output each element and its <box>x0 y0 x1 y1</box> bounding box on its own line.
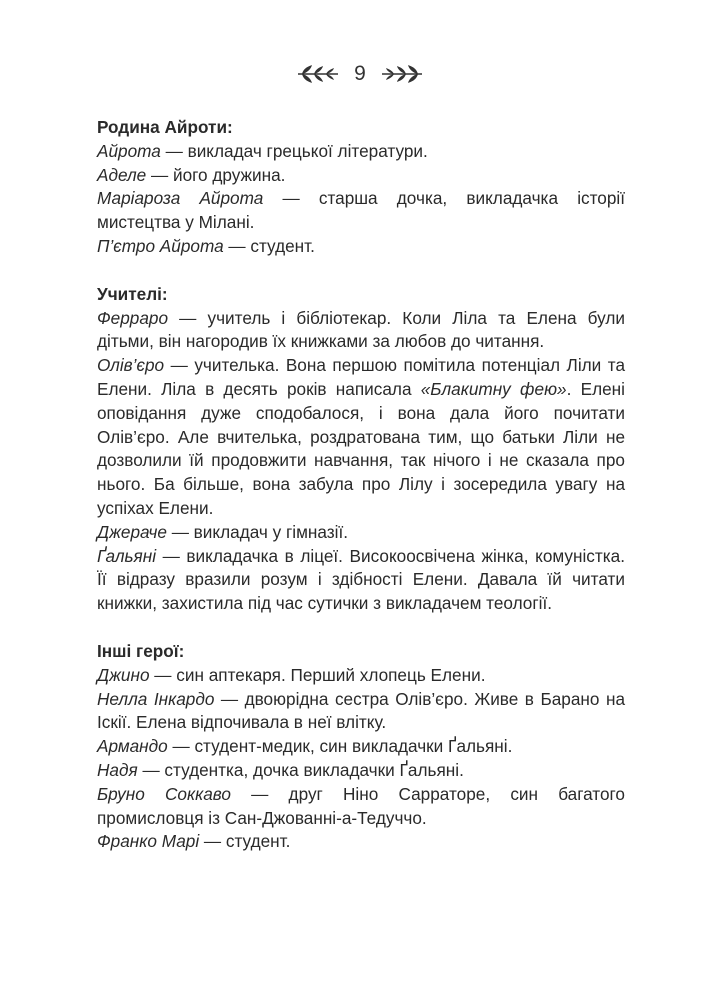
character-description: його дружина. <box>172 164 286 185</box>
character-entry <box>97 354 625 521</box>
character-description: студент-медик, син викладачки Ґальяні. <box>194 736 513 757</box>
character-name: Джино <box>97 664 150 685</box>
dash: — <box>220 688 239 709</box>
character-entry <box>97 830 625 854</box>
dash: — <box>171 521 189 542</box>
dash: — <box>251 783 269 804</box>
character-description: друг Ніно Сарраторе, син багатого промисловця із Сан-Джованні-а-Тедуччо. <box>97 783 625 828</box>
character-name: Надя <box>97 759 138 780</box>
left-leaf-ornament-icon <box>296 63 340 85</box>
character-description: студентка, дочка викладачки Ґальяні. <box>164 759 464 780</box>
character-name: Бруно Соккаво <box>97 783 231 804</box>
dash: — <box>151 164 169 185</box>
character-description: двоюрідна сестра Олів’єро. Живе в Барано на Іскії. Елена відпочивала в неї влітку. <box>97 688 625 733</box>
character-description: студент. <box>225 831 291 852</box>
character-description: студент. <box>250 235 315 256</box>
story-title: «Блакитну фею» <box>420 378 567 399</box>
dash: — <box>179 307 197 328</box>
dash: — <box>165 140 183 161</box>
dash: — <box>142 759 160 780</box>
character-entry <box>97 307 625 355</box>
character-description: старша дочка, викладачка історії мистецтва у Мілані. <box>97 188 625 233</box>
dash: — <box>228 235 246 256</box>
character-entry <box>97 735 625 759</box>
right-leaf-ornament-icon <box>380 63 424 85</box>
character-name: Нелла Інкардо <box>97 688 215 709</box>
character-description: викладачка в ліцеї. Високоосвічена жінка, комуністка. Її відразу вразили розум і здібності Елени. Давала їй читати книжки, захистила під час сутички з викладачем теології. <box>97 545 625 614</box>
character-name: Айрота <box>97 140 161 161</box>
character-name: Ферраро <box>97 307 169 328</box>
dash: — <box>172 736 190 757</box>
character-description: викладач грецької літератури. <box>187 140 428 161</box>
character-name: Аделе <box>97 164 147 185</box>
character-entry <box>97 783 625 831</box>
character-entry <box>97 521 625 545</box>
character-name: Маріароза Айрота <box>97 188 264 209</box>
character-entry <box>97 235 625 259</box>
section-airota-family <box>97 116 625 259</box>
section-heading: Інші герої: <box>97 640 185 661</box>
dash: — <box>203 831 222 852</box>
character-description: викладач у гімназії. <box>193 521 349 542</box>
character-entry <box>97 545 625 616</box>
character-list <box>97 116 625 854</box>
character-entry <box>97 759 625 783</box>
page-number: 9 <box>354 62 366 85</box>
character-entry <box>97 187 625 235</box>
character-name: Ґальяні <box>97 545 157 566</box>
character-description: учителька. Вона першою помітила потенціал Ліли та Елени. Ліла в десять років написала <box>97 355 626 399</box>
character-description: учитель і бібліотекар. Коли Ліла та Елена були дітьми, він нагородив їх книжками за любов до читання. <box>97 307 625 352</box>
character-description-continued: . Елені оповідання дуже сподобалося, і вона дала його почитати Олів’єро. Але вчителька, роздратована тим, що батьки Ліли не дозволили їй продовжити навчання, так нічого і не сказала про нього. Ба більше, вона забула про Лілу і зосередила увагу на успіхах Елени. <box>97 378 625 518</box>
dash: — <box>154 664 172 685</box>
section-heading: Родина Айроти: <box>97 117 233 137</box>
section-teachers <box>97 283 625 616</box>
character-name: Армандо <box>97 736 168 757</box>
character-entry <box>97 164 625 188</box>
character-name: Олів’єро <box>97 355 165 376</box>
dash: — <box>170 355 188 376</box>
dash: — <box>282 188 300 209</box>
character-name: П’єтро Айрота <box>97 235 224 256</box>
character-name: Франко Марі <box>97 831 200 852</box>
section-other-characters <box>97 640 625 854</box>
dash: — <box>162 545 180 566</box>
character-entry <box>97 688 625 736</box>
character-entry <box>97 140 625 164</box>
page-header-ornament <box>0 56 720 92</box>
character-description: син аптекаря. Перший хлопець Елени. <box>176 664 486 685</box>
section-heading: Учителі: <box>97 283 168 304</box>
character-entry <box>97 664 625 688</box>
character-name: Джераче <box>97 521 167 542</box>
